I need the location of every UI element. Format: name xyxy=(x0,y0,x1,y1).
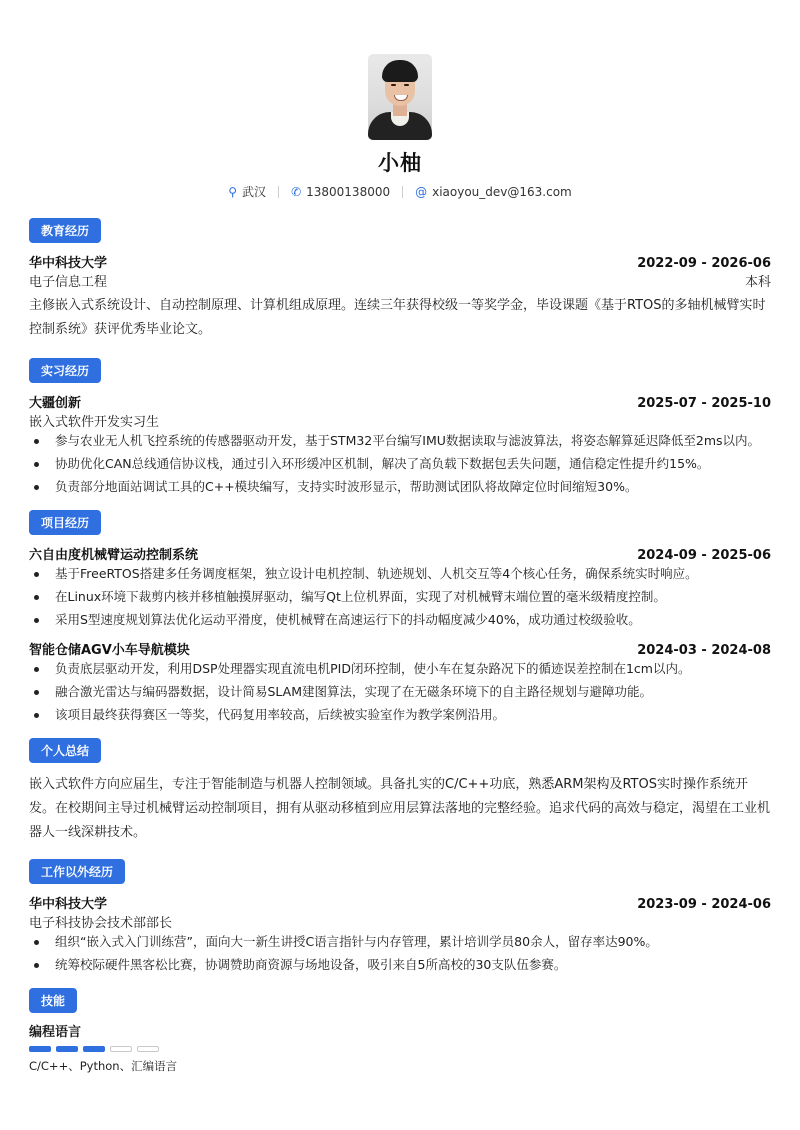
list-item: 采用S型速度规划算法优化运动平滑度，使机械臂在高速运行下的抖动幅度减少40%，成功通过校级验收。 xyxy=(29,611,771,629)
education-dates: 2022-09 - 2026-06 xyxy=(637,256,771,271)
resume-header xyxy=(29,0,771,200)
divider xyxy=(402,186,403,198)
education-heading: 教育经历 xyxy=(29,218,101,243)
summary-heading: 个人总结 xyxy=(29,738,101,763)
skill-level-bar xyxy=(29,1046,771,1052)
skills-section xyxy=(29,988,771,1074)
skill-level-segment-empty xyxy=(137,1046,159,1052)
list-item: 统筹校际硬件黑客松比赛，协调赞助商资源与场地设备，吸引来自5所高校的30支队伍参赛。 xyxy=(29,956,771,974)
location-pin-icon: ⚲ xyxy=(228,184,238,199)
extracurricular-dates: 2023-09 - 2024-06 xyxy=(637,897,771,912)
internship-role: 嵌入式软件开发实习生 xyxy=(29,415,160,430)
email-text: xiaoyou_dev@163.com xyxy=(432,184,572,199)
location-text: 武汉 xyxy=(242,185,267,199)
extracurricular-heading: 工作以外经历 xyxy=(29,859,125,884)
list-item: 参与农业无人机飞控系统的传感器驱动开发，基于STM32平台编写IMU数据读取与滤波算法，将姿态解算延迟降低至2ms以内。 xyxy=(29,432,771,450)
email-at-icon: @ xyxy=(415,184,428,199)
list-item: 该项目最终获得赛区一等奖，代码复用率较高，后续被实验室作为教学案例沿用。 xyxy=(29,706,771,724)
list-item: 在Linux环境下裁剪内核并移植触摸屏驱动，编写Qt上位机界面，实现了对机械臂末端位置的毫米级精度控制。 xyxy=(29,588,771,606)
list-item: 协助优化CAN总线通信协议栈，通过引入环形缓冲区机制，解决了高负载下数据包丢失问题，通信稳定性提升约15%。 xyxy=(29,455,771,473)
education-school: 华中科技大学 xyxy=(29,256,108,271)
project-bullets xyxy=(29,565,771,629)
list-item: 负责底层驱动开发，利用DSP处理器实现直流电机PID闭环控制，使小车在复杂路况下的循迹误差控制在1cm以内。 xyxy=(29,660,771,678)
internship-dates: 2025-07 - 2025-10 xyxy=(637,396,771,411)
skills-heading: 技能 xyxy=(29,988,77,1013)
contact-info xyxy=(29,183,771,200)
phone-icon: ✆ xyxy=(291,184,302,199)
education-section xyxy=(29,218,771,342)
contact-email xyxy=(415,185,572,199)
internship-heading: 实习经历 xyxy=(29,358,101,383)
skill-category: 编程语言 xyxy=(29,1025,82,1040)
skill-level-segment-empty xyxy=(110,1046,132,1052)
internship-section xyxy=(29,358,771,496)
education-degree: 本科 xyxy=(744,275,771,290)
skill-level-segment-filled xyxy=(56,1046,78,1052)
contact-location xyxy=(228,183,266,200)
projects-section xyxy=(29,510,771,724)
list-item: 负责部分地面站调试工具的C++模块编写，支持实时波形显示，帮助测试团队将故障定位时间缩短30%。 xyxy=(29,478,771,496)
phone-text: 13800138000 xyxy=(306,184,391,199)
project-title: 六自由度机械臂运动控制系统 xyxy=(29,548,199,563)
skill-items: C/C++、Python、汇编语言 xyxy=(29,1059,178,1073)
skill-level-segment-filled xyxy=(29,1046,51,1052)
education-description: 主修嵌入式系统设计、自动控制原理、计算机组成原理。连续三年获得校级一等奖学金，毕设课题《基于RTOS的多轴机械臂实时控制系统》获评优秀毕业论文。 xyxy=(29,298,766,337)
list-item: 融合激光雷达与编码器数据，设计简易SLAM建图算法，实现了在无磁条环境下的自主路径规划与避障功能。 xyxy=(29,683,771,701)
divider xyxy=(278,186,279,198)
internship-company: 大疆创新 xyxy=(29,396,82,411)
avatar-photo xyxy=(368,54,432,140)
project-dates: 2024-03 - 2024-08 xyxy=(637,643,771,658)
contact-phone xyxy=(291,185,390,199)
list-item: 基于FreeRTOS搭建多任务调度框架，独立设计电机控制、轨迹规划、人机交互等4个核心任务，确保系统实时响应。 xyxy=(29,565,771,583)
project-dates: 2024-09 - 2025-06 xyxy=(637,548,771,563)
project-title: 智能仓储AGV小车导航模块 xyxy=(29,643,190,658)
extracurricular-role: 电子科技协会技术部部长 xyxy=(29,916,173,931)
extracurricular-org: 华中科技大学 xyxy=(29,897,108,912)
list-item: 组织“嵌入式入门训练营”，面向大一新生讲授C语言指针与内存管理，累计培训学员80余人，留存率达90%。 xyxy=(29,933,771,951)
skill-level-segment-filled xyxy=(83,1046,105,1052)
internship-bullets xyxy=(29,432,771,496)
extracurricular-bullets xyxy=(29,933,771,974)
summary-section xyxy=(29,738,771,845)
project-bullets xyxy=(29,660,771,724)
summary-text: 嵌入式软件方向应届生，专注于智能制造与机器人控制领域。具备扎实的C/C++功底，熟悉ARM架构及RTOS实时操作系统开发。在校期间主导过机械臂运动控制项目，拥有从驱动移植到应用层算法落地的完整经验。追求代码的高效与稳定，渴望在工业机器人一线深耕技术。 xyxy=(29,777,771,840)
extracurricular-section xyxy=(29,859,771,974)
education-major: 电子信息工程 xyxy=(29,275,108,290)
projects-heading: 项目经历 xyxy=(29,510,101,535)
candidate-name: 小柚 xyxy=(378,151,422,175)
